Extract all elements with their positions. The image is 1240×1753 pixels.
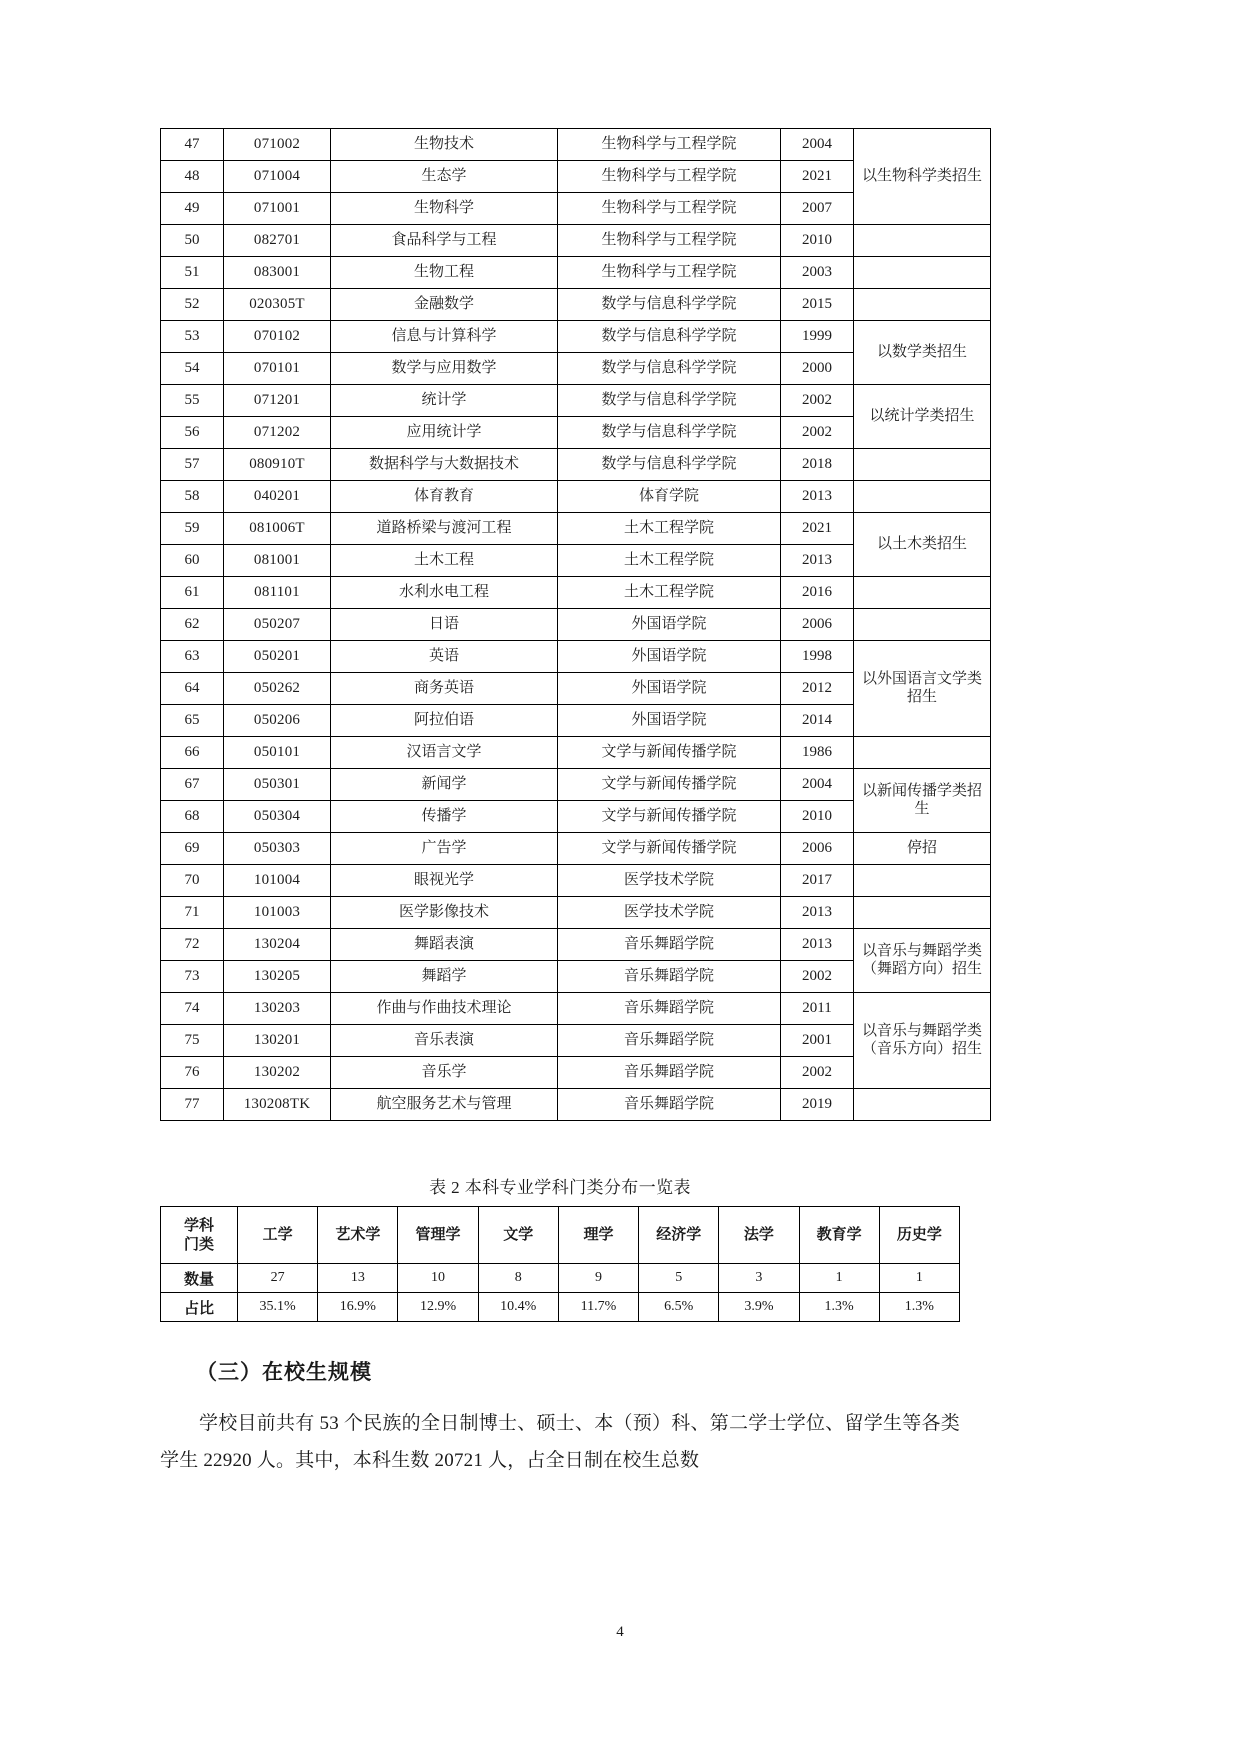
cell-year: 2004: [781, 769, 854, 801]
table-row: [161, 225, 991, 257]
cell-year: 2011: [781, 993, 854, 1025]
cell-major-code: 082701: [224, 225, 331, 257]
cell-note: [854, 609, 991, 641]
undergraduate-major-table: [160, 128, 991, 1121]
cell-serial-number: 58: [161, 481, 224, 513]
cell-note: [854, 737, 991, 769]
cell-major-code: 050207: [224, 609, 331, 641]
cell-major-name: 汉语言文学: [331, 737, 558, 769]
cell-serial-number: 71: [161, 897, 224, 929]
cell-major-name: 应用统计学: [331, 417, 558, 449]
cell-value: 10: [398, 1264, 478, 1293]
cell-note: [854, 289, 991, 321]
cell-major-code: 083001: [224, 257, 331, 289]
cell-serial-number: 51: [161, 257, 224, 289]
cell-major-code: 130201: [224, 1025, 331, 1057]
cell-serial-number: 55: [161, 385, 224, 417]
cell-serial-number: 60: [161, 545, 224, 577]
cell-year: 2017: [781, 865, 854, 897]
cell-serial-number: 73: [161, 961, 224, 993]
table-row: [161, 1089, 991, 1121]
cell-college: 土木工程学院: [558, 545, 781, 577]
cell-year: 2010: [781, 801, 854, 833]
cell-major-code: 071001: [224, 193, 331, 225]
cell-note: 以外国语言文学类招生: [854, 641, 991, 737]
cell-serial-number: 50: [161, 225, 224, 257]
cell-college: 土木工程学院: [558, 513, 781, 545]
paragraph-text: 学校目前共有 53 个民族的全日制博士、硕士、本（预）科、第二学士学位、留学生等各类学生 22920 人。其中，本科生数 20721 人，占全日制在校生总数: [160, 1413, 960, 1472]
cell-major-code: 071201: [224, 385, 331, 417]
cell-serial-number: 69: [161, 833, 224, 865]
cell-serial-number: 47: [161, 129, 224, 161]
cell-major-name: 音乐表演: [331, 1025, 558, 1057]
cell-note: 以数学类招生: [854, 321, 991, 385]
cell-major-code: 050206: [224, 705, 331, 737]
cell-note: [854, 865, 991, 897]
header-line-1: 学科: [183, 1215, 214, 1234]
cell-year: 2019: [781, 1089, 854, 1121]
cell-note: 以土木类招生: [854, 513, 991, 577]
cell-major-name: 新闻学: [331, 769, 558, 801]
enrollment-scale-paragraph: [160, 1405, 960, 1479]
cell-serial-number: 62: [161, 609, 224, 641]
cell-serial-number: 70: [161, 865, 224, 897]
cell-year: 2016: [781, 577, 854, 609]
cell-year: 2013: [781, 545, 854, 577]
cell-note: [854, 897, 991, 929]
cell-major-name: 信息与计算科学: [331, 321, 558, 353]
cell-major-code: 071002: [224, 129, 331, 161]
table-row: [161, 897, 991, 929]
cell-major-code: 101004: [224, 865, 331, 897]
cell-serial-number: 54: [161, 353, 224, 385]
table-row: [161, 865, 991, 897]
cell-year: 2021: [781, 161, 854, 193]
cell-note: [854, 577, 991, 609]
cell-major-name: 作曲与作曲技术理论: [331, 993, 558, 1025]
table-row: [161, 449, 991, 481]
cell-year: 2004: [781, 129, 854, 161]
cell-major-name: 眼视光学: [331, 865, 558, 897]
table-row: [161, 1264, 960, 1293]
cell-college: 音乐舞蹈学院: [558, 993, 781, 1025]
cell-serial-number: 68: [161, 801, 224, 833]
cell-college: 医学技术学院: [558, 897, 781, 929]
cell-value: 13: [318, 1264, 398, 1293]
cell-major-code: 050303: [224, 833, 331, 865]
cell-college: 生物科学与工程学院: [558, 257, 781, 289]
cell-college: 音乐舞蹈学院: [558, 1057, 781, 1089]
cell-year: 2003: [781, 257, 854, 289]
cell-note: 停招: [854, 833, 991, 865]
cell-major-name: 生物科学: [331, 193, 558, 225]
cell-college: 体育学院: [558, 481, 781, 513]
cell-major-name: 航空服务艺术与管理: [331, 1089, 558, 1121]
cell-year: 2006: [781, 609, 854, 641]
cell-note: 以新闻传播学类招生: [854, 769, 991, 833]
cell-year: 2006: [781, 833, 854, 865]
cell-major-name: 英语: [331, 641, 558, 673]
cell-major-code: 070101: [224, 353, 331, 385]
cell-note: [854, 481, 991, 513]
cell-college: 生物科学与工程学院: [558, 129, 781, 161]
cell-year: 2014: [781, 705, 854, 737]
cell-college: 文学与新闻传播学院: [558, 737, 781, 769]
cell-year: 1999: [781, 321, 854, 353]
cell-major-name: 数据科学与大数据技术: [331, 449, 558, 481]
header-category: 历史学: [879, 1207, 959, 1264]
cell-serial-number: 53: [161, 321, 224, 353]
cell-major-name: 传播学: [331, 801, 558, 833]
cell-year: 2021: [781, 513, 854, 545]
cell-major-code: 050201: [224, 641, 331, 673]
table-header-row: [161, 1207, 960, 1264]
cell-major-code: 071202: [224, 417, 331, 449]
header-line-2: 门类: [183, 1235, 214, 1253]
cell-college: 数学与信息科学学院: [558, 449, 781, 481]
cell-serial-number: 75: [161, 1025, 224, 1057]
table-row: [161, 929, 991, 961]
header-category: 工学: [238, 1207, 318, 1264]
cell-major-name: 道路桥梁与渡河工程: [331, 513, 558, 545]
cell-major-code: 050101: [224, 737, 331, 769]
cell-serial-number: 64: [161, 673, 224, 705]
table-row: [161, 769, 991, 801]
cell-year: 2010: [781, 225, 854, 257]
section-heading-enrollment-scale: （三）在校生规模: [196, 1360, 372, 1384]
cell-college: 外国语学院: [558, 609, 781, 641]
cell-serial-number: 49: [161, 193, 224, 225]
cell-value: 3: [719, 1264, 799, 1293]
table-row: [161, 481, 991, 513]
cell-serial-number: 61: [161, 577, 224, 609]
cell-value: 10.4%: [478, 1293, 558, 1322]
cell-major-name: 体育教育: [331, 481, 558, 513]
cell-college: 土木工程学院: [558, 577, 781, 609]
cell-year: 2015: [781, 289, 854, 321]
cell-year: 2000: [781, 353, 854, 385]
cell-college: 生物科学与工程学院: [558, 193, 781, 225]
cell-value: 3.9%: [719, 1293, 799, 1322]
cell-value: 16.9%: [318, 1293, 398, 1322]
cell-year: 2013: [781, 897, 854, 929]
table-row: [161, 321, 991, 353]
cell-serial-number: 74: [161, 993, 224, 1025]
cell-college: 文学与新闻传播学院: [558, 801, 781, 833]
cell-year: 2013: [781, 481, 854, 513]
row-label: 数量: [161, 1264, 238, 1293]
header-category: 理学: [558, 1207, 638, 1264]
cell-major-code: 050301: [224, 769, 331, 801]
header-category: 教育学: [799, 1207, 879, 1264]
cell-note: [854, 225, 991, 257]
cell-value: 8: [478, 1264, 558, 1293]
cell-college: 数学与信息科学学院: [558, 417, 781, 449]
cell-major-code: 040201: [224, 481, 331, 513]
cell-major-code: 081001: [224, 545, 331, 577]
header-discipline-category: [161, 1207, 238, 1264]
cell-value: 12.9%: [398, 1293, 478, 1322]
cell-college: 文学与新闻传播学院: [558, 769, 781, 801]
table-row: [161, 257, 991, 289]
cell-value: 1: [799, 1264, 879, 1293]
cell-year: 2018: [781, 449, 854, 481]
cell-year: 2002: [781, 385, 854, 417]
discipline-category-table: [160, 1206, 960, 1322]
cell-major-name: 日语: [331, 609, 558, 641]
cell-value: 1: [879, 1264, 959, 1293]
cell-major-name: 统计学: [331, 385, 558, 417]
cell-college: 数学与信息科学学院: [558, 353, 781, 385]
cell-major-name: 水利水电工程: [331, 577, 558, 609]
cell-major-code: 050262: [224, 673, 331, 705]
cell-major-name: 音乐学: [331, 1057, 558, 1089]
cell-year: 1998: [781, 641, 854, 673]
cell-major-name: 生物工程: [331, 257, 558, 289]
cell-major-name: 商务英语: [331, 673, 558, 705]
cell-major-name: 舞蹈学: [331, 961, 558, 993]
cell-year: 2012: [781, 673, 854, 705]
table-row: [161, 609, 991, 641]
row-label: 占比: [161, 1293, 238, 1322]
cell-major-code: 080910T: [224, 449, 331, 481]
cell-college: 音乐舞蹈学院: [558, 1089, 781, 1121]
cell-serial-number: 56: [161, 417, 224, 449]
table-row: [161, 993, 991, 1025]
cell-note: [854, 257, 991, 289]
cell-serial-number: 67: [161, 769, 224, 801]
cell-serial-number: 59: [161, 513, 224, 545]
cell-college: 文学与新闻传播学院: [558, 833, 781, 865]
cell-value: 9: [558, 1264, 638, 1293]
cell-note: 以音乐与舞蹈学类（舞蹈方向）招生: [854, 929, 991, 993]
cell-note: 以生物科学类招生: [854, 129, 991, 225]
table-row: [161, 513, 991, 545]
table-row: [161, 1293, 960, 1322]
cell-serial-number: 66: [161, 737, 224, 769]
header-category: 文学: [478, 1207, 558, 1264]
cell-value: 5: [639, 1264, 719, 1293]
table-row: [161, 385, 991, 417]
cell-major-code: 050304: [224, 801, 331, 833]
cell-year: 2013: [781, 929, 854, 961]
cell-note: [854, 1089, 991, 1121]
cell-major-name: 土木工程: [331, 545, 558, 577]
cell-major-code: 070102: [224, 321, 331, 353]
cell-note: 以音乐与舞蹈学类（音乐方向）招生: [854, 993, 991, 1089]
table-row: [161, 833, 991, 865]
cell-major-name: 生物技术: [331, 129, 558, 161]
cell-major-code: 081006T: [224, 513, 331, 545]
cell-major-code: 101003: [224, 897, 331, 929]
cell-major-name: 食品科学与工程: [331, 225, 558, 257]
cell-major-name: 数学与应用数学: [331, 353, 558, 385]
cell-college: 音乐舞蹈学院: [558, 929, 781, 961]
cell-college: 数学与信息科学学院: [558, 289, 781, 321]
header-category: 法学: [719, 1207, 799, 1264]
cell-serial-number: 77: [161, 1089, 224, 1121]
page-number: 4: [616, 1624, 624, 1640]
cell-major-code: 081101: [224, 577, 331, 609]
cell-major-name: 广告学: [331, 833, 558, 865]
cell-year: 2002: [781, 417, 854, 449]
cell-serial-number: 48: [161, 161, 224, 193]
cell-serial-number: 65: [161, 705, 224, 737]
cell-college: 外国语学院: [558, 641, 781, 673]
cell-note: [854, 449, 991, 481]
cell-serial-number: 52: [161, 289, 224, 321]
cell-major-name: 金融数学: [331, 289, 558, 321]
cell-major-code: 130202: [224, 1057, 331, 1089]
cell-year: 2001: [781, 1025, 854, 1057]
cell-year: 1986: [781, 737, 854, 769]
cell-major-code: 020305T: [224, 289, 331, 321]
table-row: [161, 577, 991, 609]
header-category: 艺术学: [318, 1207, 398, 1264]
cell-major-name: 生态学: [331, 161, 558, 193]
cell-college: 数学与信息科学学院: [558, 321, 781, 353]
cell-value: 6.5%: [639, 1293, 719, 1322]
cell-value: 35.1%: [238, 1293, 318, 1322]
cell-college: 音乐舞蹈学院: [558, 961, 781, 993]
cell-major-code: 130204: [224, 929, 331, 961]
cell-major-name: 舞蹈表演: [331, 929, 558, 961]
table-row: [161, 641, 991, 673]
table-row: [161, 289, 991, 321]
header-category: 管理学: [398, 1207, 478, 1264]
table2-caption: 表 2 本科专业学科门类分布一览表: [429, 1178, 691, 1197]
cell-value: 11.7%: [558, 1293, 638, 1322]
cell-major-code: 130205: [224, 961, 331, 993]
cell-serial-number: 57: [161, 449, 224, 481]
cell-value: 27: [238, 1264, 318, 1293]
cell-college: 数学与信息科学学院: [558, 385, 781, 417]
cell-major-code: 130208TK: [224, 1089, 331, 1121]
cell-college: 生物科学与工程学院: [558, 225, 781, 257]
cell-note: 以统计学类招生: [854, 385, 991, 449]
cell-college: 音乐舞蹈学院: [558, 1025, 781, 1057]
cell-serial-number: 63: [161, 641, 224, 673]
cell-value: 1.3%: [879, 1293, 959, 1322]
header-category: 经济学: [639, 1207, 719, 1264]
table-row: [161, 737, 991, 769]
cell-college: 外国语学院: [558, 705, 781, 737]
cell-major-code: 130203: [224, 993, 331, 1025]
cell-year: 2007: [781, 193, 854, 225]
cell-major-name: 医学影像技术: [331, 897, 558, 929]
cell-major-name: 阿拉伯语: [331, 705, 558, 737]
cell-serial-number: 72: [161, 929, 224, 961]
cell-college: 医学技术学院: [558, 865, 781, 897]
table-row: [161, 129, 991, 161]
cell-year: 2002: [781, 1057, 854, 1089]
cell-major-code: 071004: [224, 161, 331, 193]
cell-year: 2002: [781, 961, 854, 993]
cell-college: 外国语学院: [558, 673, 781, 705]
cell-serial-number: 76: [161, 1057, 224, 1089]
cell-value: 1.3%: [799, 1293, 879, 1322]
cell-college: 生物科学与工程学院: [558, 161, 781, 193]
